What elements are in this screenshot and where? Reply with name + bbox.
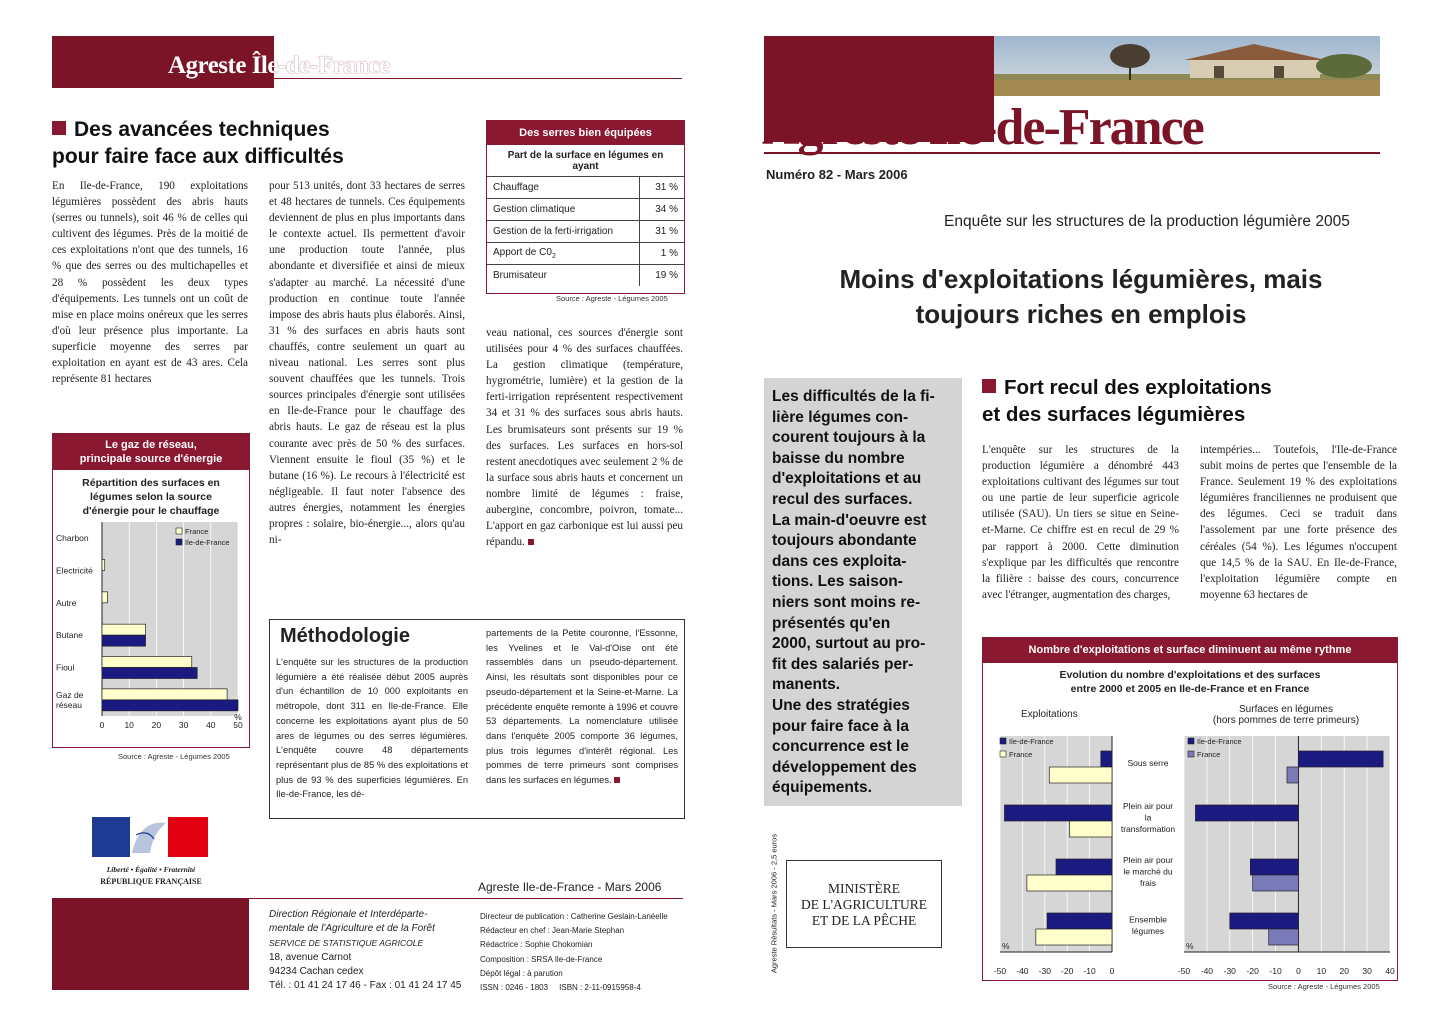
x-tick-label: -10 xyxy=(1083,966,1096,976)
ministere-box: MINISTÈRE DE L'AGRICULTURE ET DE LA PÊCHE xyxy=(786,860,942,948)
serres-box-subtitle: Part de la surface en légumes en ayant xyxy=(507,150,664,172)
bar xyxy=(1101,751,1112,767)
category-label: la xyxy=(1144,812,1152,823)
methodologie-title: Méthodologie xyxy=(280,625,410,647)
left-header-brand: Agreste Île-de-France xyxy=(168,52,390,79)
marianne-flag-icon xyxy=(92,817,210,857)
x-tick-label: -30 xyxy=(1038,966,1051,976)
summary-line: toujours abondante xyxy=(772,532,917,550)
bar xyxy=(1230,913,1299,929)
bar xyxy=(1195,805,1298,821)
left-footer-bar xyxy=(52,898,249,990)
summary-line: 2000, surtout au pro- xyxy=(772,635,926,653)
bar xyxy=(1298,751,1383,767)
bar xyxy=(102,657,192,668)
evolution-box-subtitle: Evolution du nombre d'exploitations et des surfaces entre 2000 et 2005 en Ile-de-France et en France xyxy=(1059,669,1321,695)
gaz-source: Source : Agreste - Légumes 2005 xyxy=(118,752,230,761)
x-tick-label: -20 xyxy=(1061,966,1074,976)
x-tick-label: -30 xyxy=(1223,966,1236,976)
right-col1-text: L'enquête sur les structures de la production légumière a dénombré 443 exploitations cultivant des légumes sur tout ou une partie de leur superficie agricole utilisée (SAU). Un tiers se situe en Seine-et-Marne. Ce chiffre est en recul de 29 % par rapport à 2000. Cette diminution s'explique par les difficultés que rencontre la filière : baisse des cours, concurrence avec l'étranger, augmentation des charges, xyxy=(982,444,1179,601)
x-tick-label: -50 xyxy=(1177,966,1191,976)
end-square-icon xyxy=(614,777,620,783)
bar xyxy=(102,635,146,646)
summary-line: Une des stratégies xyxy=(772,696,910,714)
summary-line: La main-d'oeuvre est xyxy=(772,511,927,529)
republique-logo xyxy=(92,817,210,889)
bar xyxy=(1269,929,1299,945)
legend-swatch xyxy=(1000,738,1006,744)
x-tick-label: 30 xyxy=(1362,966,1372,976)
republique-name: RÉPUBLIQUE FRANÇAISE xyxy=(100,877,202,886)
summary-box xyxy=(764,378,962,806)
serres-source: Source : Agreste - Légumes 2005 xyxy=(556,294,668,303)
right-section-title: Fort recul des exploitations et des surfaces légumières xyxy=(982,376,1272,426)
summary-line: concurrence est le xyxy=(772,738,909,756)
bar xyxy=(1049,767,1112,783)
x-unit-label: % xyxy=(1186,941,1194,951)
right-brand: Agreste Île-de-France xyxy=(762,99,1203,156)
summary-line: présentés qu'en xyxy=(772,614,891,632)
left-footer-tag: Agreste Ile-de-France - Mars 2006 xyxy=(478,880,662,894)
right-col2-text: intempéries... Toutefois, l'Ile-de-France subit moins de pertes que l'ensemble de la France. Seulement 19 % des exploitations légumières franciliennes ne produisent que des légumes. Ceci se traduit dans l'assolement par une forte présence des céréales (54 %). Les légumes n'occupent que 14,5 % de la SAU. En Ile-de-France, l'exploitation légumière compte en moyenne 63 hectares de xyxy=(1200,444,1397,601)
evolution-source: Source : Agreste - Légumes 2005 xyxy=(1268,982,1380,991)
landscape-photo xyxy=(994,36,1380,96)
table-row: Gestion climatique 34 % xyxy=(487,199,684,221)
serres-box xyxy=(486,120,685,294)
category-label: frais xyxy=(1139,878,1157,888)
evolution-box-title: Nombre d'exploitations et surface diminuent au même rythme xyxy=(983,638,1397,663)
table-row: Apport de $C0_2$ 1 % xyxy=(487,243,684,265)
category-label: Fioul xyxy=(56,662,75,673)
serres-box-title: Des serres bien équipées xyxy=(487,121,684,145)
left-section-title: Des avancées techniques pour faire face aux difficultés xyxy=(52,118,344,168)
left-heading: Exploitations xyxy=(1021,709,1078,720)
x-tick-label: 20 xyxy=(1339,966,1349,976)
evolution-bar-chart xyxy=(982,730,1396,980)
legend-label: Ile-de-France xyxy=(1197,737,1242,746)
plot-area xyxy=(102,522,238,716)
category-label: Sous serre xyxy=(1127,758,1169,768)
left-col2-text: pour 513 unités, dont 33 hectares de serres et 48 hectares de tunnels. Ces équipements deviennent de plus en plus importants dans le contexte actuel. Ils permettent d'avoir une production toute l'année, plus abondante et diversifiée et ainsi de mieux s'adapter au marché. La nécessité d'une production en continue toute l'année impose des abris hauts plus élaborés. Ainsi, 31 % des surfaces en abris hauts sont chauffés, contre seulement un quart au niveau national. Les serres sont plus souvent chauffées que les tunnels. Trois sources principales d'énergie sont utilisées en Ile-de-France pour le chauffage des abris hauts. Le gaz de réseau est la plus courante avec près de 50 % des surfaces. Viennent ensuite le fioul (35 %) et le butane (16 %). Le recours à l'électricité est négligeable. Il faut noter l'absence des autres énergies, notamment les énergies propres : solaire, bio-énergie..., alors qu'au ni- xyxy=(269,180,465,547)
left-col3-text: veau national, ces sources d'énergie sont utilisées pour 4 % des surfaces chauffées. La gestion climatique (température, hygrométrie, lumière) et la gestion de la ferti-irrigation représentent respectivement 34 et 31 % des surfaces sous abris hauts. Les brumisateurs sont présents sur 19 % des surfaces. Les surfaces en hors-sol restent anecdotiques avec seulement 2 % de la surface sous abris hauts et concernent un nombre limité de légumes : fraise, aubergine, concombre, poivron, tomate... L'apport en gaz carbonique est lui aussi peu répandu. xyxy=(486,327,683,549)
legend-label: France xyxy=(1009,750,1033,759)
bar xyxy=(1027,875,1112,891)
summary-line: baisse du nombre xyxy=(772,449,905,467)
summary-line: tions. Les saison- xyxy=(772,573,903,591)
category-label: Plein air pour xyxy=(1122,855,1174,865)
bar xyxy=(1036,929,1112,945)
category-label: Autre xyxy=(56,597,77,608)
x-tick-label: 30 xyxy=(178,720,189,730)
x-unit-label: % xyxy=(1002,941,1010,951)
legend-swatch xyxy=(1188,751,1194,757)
summary-line: lière légumes con- xyxy=(772,408,909,426)
table-row: Chauffage 31 % xyxy=(487,177,684,199)
bar xyxy=(1056,859,1112,875)
bar xyxy=(102,560,105,571)
category-label: Butane xyxy=(56,630,83,641)
bar xyxy=(1069,821,1112,837)
section-square-icon xyxy=(982,379,996,393)
methodologie-col1: L'enquête sur les structures de la production légumière a été réalisée début 2005 auprès d'un échantillon de 10 000 exploitants en métropole, dont 311 en Ile-de-France. Elle concerne les exploitations ayant plus de 50 ares de légumes ou des serres légumières. L'enquête couvre 48 départements représentant plus de 85 % des exploitations et plus de 93 % des superficies légumières. En Ile-de-France, les dé- xyxy=(276,657,468,800)
category-label: Plein air pour xyxy=(1122,801,1174,811)
section-square-icon xyxy=(52,121,66,135)
bar xyxy=(1004,805,1112,821)
summary-line: dans ces exploita- xyxy=(772,552,907,570)
legend-label: France xyxy=(185,527,209,536)
summary-line: manents. xyxy=(772,676,841,694)
methodologie-col2: partements de la Petite couronne, l'Essonne, les Yvelines et le Val-d'Oise ont été rassemblés dans un pseudo-département. Ainsi, les résultats sont disponibles pour ce pseudo-département et la Seine-et-Marne. La précédente enquête remonte à 1996 et couvre 53 départements. La nomenclature utilisée dans l'enquête 2005 comporte 36 légumes, plus trois légumes d'intérêt régional. Les pommes de terre primeurs sont comprises dans les surfaces en légumes. xyxy=(486,628,678,786)
category-label: Electricité xyxy=(56,565,93,576)
x-tick-label: 40 xyxy=(206,720,216,730)
headline: Moins d'exploitations légumières, mais toujours riches en emplois xyxy=(839,264,1323,329)
end-square-icon xyxy=(528,539,534,545)
legend-swatch xyxy=(1188,738,1194,744)
summary-line: d'exploitations et au xyxy=(772,470,922,488)
right-heading: Surfaces en légumes (hors pommes de terre primeurs) xyxy=(1212,704,1360,726)
bar xyxy=(102,700,238,711)
category-label: Charbon xyxy=(56,533,89,544)
left-col1-text: En Ile-de-France, 190 exploitations légumières possèdent des abris hauts (serres ou tunnels), soit 46 % de celles qui cultivent des légumes. Près de la moitié de ces exploitations n'ont que des tunnels, 16 % que des serres ou des multichapelles et 28 % possèdent les deux types d'équipements. Les tunnels ont un coût de mise en place moins onéreux que les serres d'où leur présence plus importante. La superficie moyenne des serres par exploitation en ayant est de 43 ares. Cela représente 81 hectares xyxy=(52,180,248,386)
category-label: légumes xyxy=(1131,926,1165,936)
category-label: transformation xyxy=(1120,824,1176,834)
footer-credits: Directeur de publication : Catherine Geslain-Lanéelle Rédacteur en chef : Jean-Marie Stephan Rédactrice : Sophie Chokomian Composition : SRSA Ile-de-France Dépôt légal : à parution ISSN : 0246 - 1803 ISBN : 2-11-0915958-4 xyxy=(480,912,668,993)
x-tick-label: -10 xyxy=(1269,966,1282,976)
summary-line: fit des salariés per- xyxy=(772,655,914,673)
bar xyxy=(102,592,107,603)
bar xyxy=(102,689,227,700)
category-label: Ensemble xyxy=(1129,914,1167,925)
x-tick-label: 40 xyxy=(1385,966,1395,976)
issue-number: Numéro 82 - Mars 2006 xyxy=(766,167,908,182)
x-unit-label: % xyxy=(234,712,242,722)
summary-line: recul des surfaces. xyxy=(772,490,913,508)
x-tick-label: -40 xyxy=(1016,966,1029,976)
legend-label: France xyxy=(1197,750,1221,759)
bar xyxy=(1287,767,1298,783)
category-label: réseau xyxy=(56,699,82,710)
bar xyxy=(102,624,146,635)
serres-table xyxy=(487,176,684,286)
summary-line: pour faire face à la xyxy=(772,717,909,735)
legend-swatch xyxy=(176,528,182,534)
x-tick-label: 0 xyxy=(1296,966,1301,976)
footer-org: Direction Régionale et Interdéparte- mentale de l'Agriculture et de la Forêt SERVICE DE STATISTIQUE AGRICOLE 18, avenue Carnot 94234 Cachan cedex Tél. : 01 41 24 17 46 - Fax : 01 41 24 17 45 xyxy=(269,909,462,992)
bar xyxy=(102,668,197,679)
x-tick-label: 20 xyxy=(151,720,162,730)
methodologie-box xyxy=(269,619,685,819)
summary-line: développement des xyxy=(772,758,917,776)
republique-motto: Liberté • Égalité • Fraternité xyxy=(106,865,196,874)
summary-line: équipements. xyxy=(772,779,872,797)
summary-line: Les difficultés de la fi- xyxy=(772,388,935,405)
side-note: Agreste Résultats - Mars 2006 - 2,5 euros xyxy=(769,833,779,974)
left-footer-rule xyxy=(249,898,683,899)
gaz-box-title: Le gaz de réseau, principale source d'énergie xyxy=(53,434,249,470)
x-tick-label: 50 xyxy=(233,720,243,730)
bar xyxy=(1253,875,1299,891)
gaz-box-subtitle: Répartition des surfaces en légumes selon la source d'énergie pour le chauffage xyxy=(82,477,220,517)
table-row: Gestion de la ferti-irrigation 31 % xyxy=(487,221,684,243)
bar xyxy=(1250,859,1298,875)
legend-label: Ile-de-France xyxy=(1009,737,1054,746)
x-tick-label: 10 xyxy=(124,720,134,730)
x-tick-label: -40 xyxy=(1200,966,1214,976)
x-tick-label: 0 xyxy=(99,720,105,730)
x-tick-label: 10 xyxy=(1316,966,1327,976)
category-label: le marché du xyxy=(1123,866,1173,877)
legend-swatch xyxy=(1000,751,1006,757)
table-row: Brumisateur 19 % xyxy=(487,265,684,287)
x-tick-label: 0 xyxy=(1109,966,1115,976)
energy-bar-chart xyxy=(52,518,248,746)
summary-line: niers sont moins re- xyxy=(772,593,921,611)
bar xyxy=(1047,913,1112,929)
summary-line: courent toujours à la xyxy=(772,429,926,447)
summary-text xyxy=(764,378,962,799)
survey-title: Enquête sur les structures de la production légumière 2005 xyxy=(944,213,1350,230)
x-tick-label: -50 xyxy=(993,966,1007,976)
category-label: Gaz de xyxy=(56,689,84,700)
legend-swatch xyxy=(176,539,182,545)
legend-label: Ile-de-France xyxy=(185,538,230,547)
x-tick-label: -20 xyxy=(1246,966,1259,976)
